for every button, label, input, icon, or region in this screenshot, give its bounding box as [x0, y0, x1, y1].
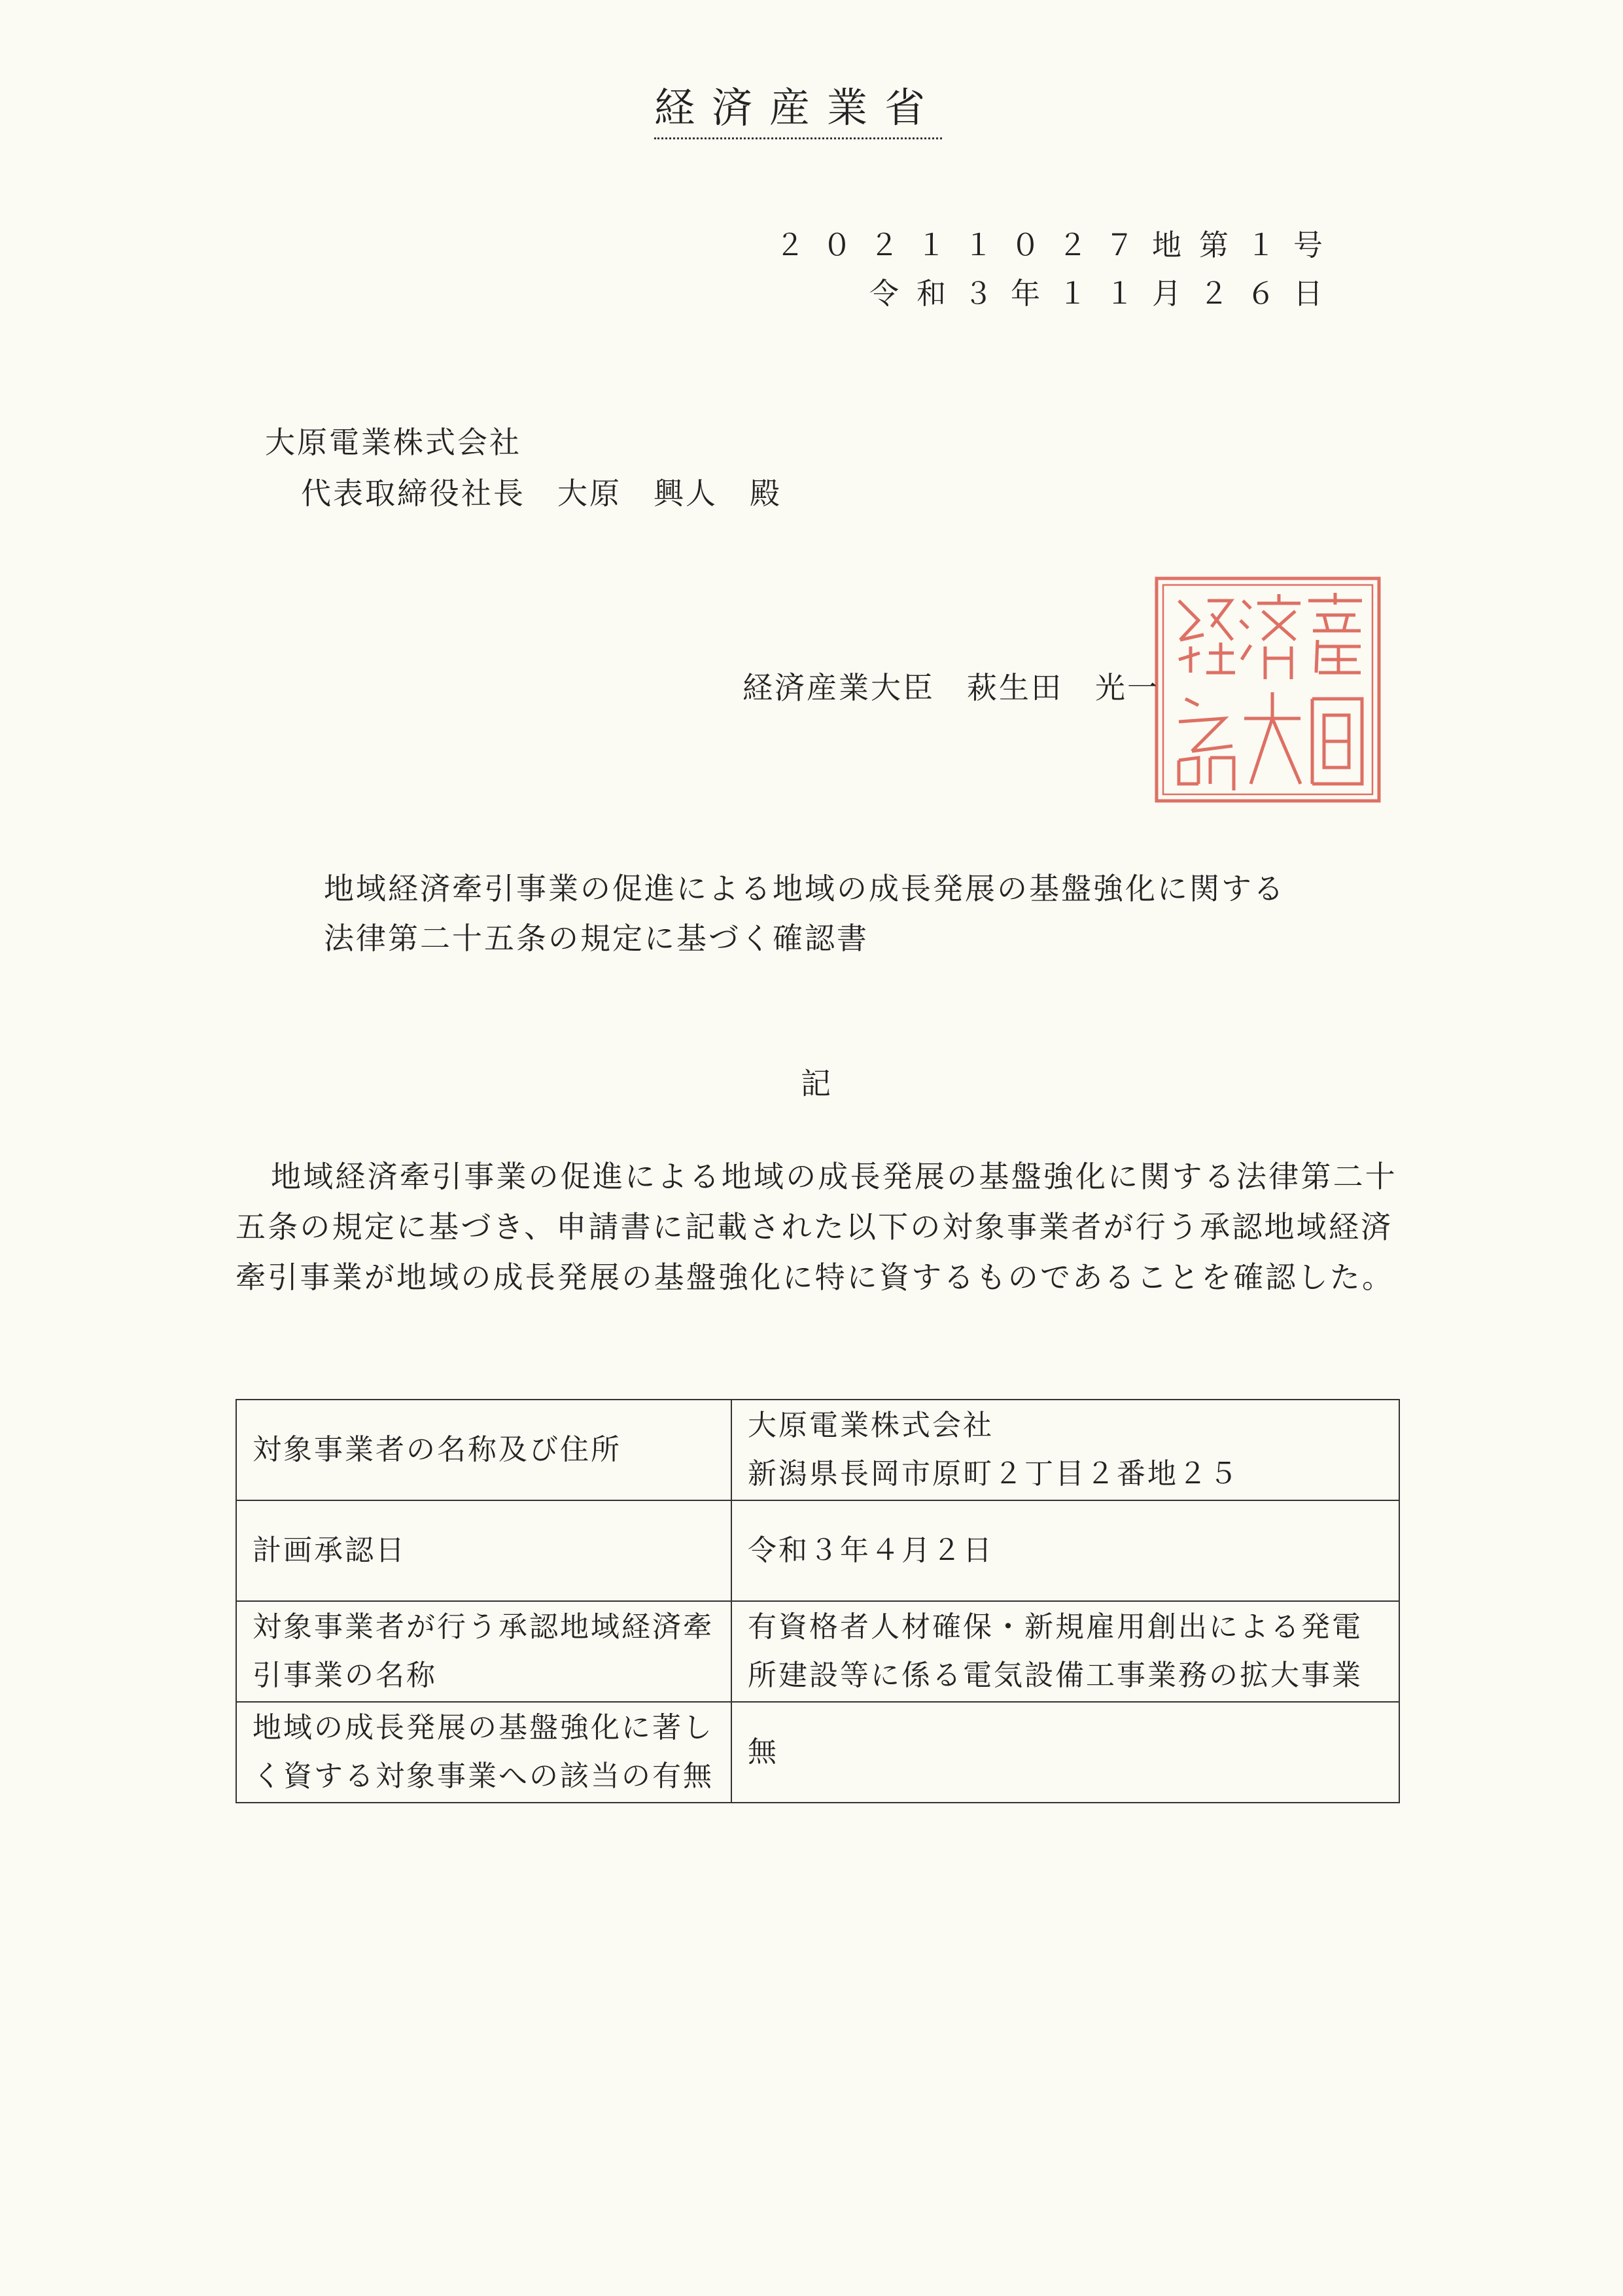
document-number: ２０２１１０２７地第１号: [775, 228, 1340, 262]
row-value: 令和３年４月２日: [731, 1500, 1399, 1601]
table-row: [236, 1702, 1399, 1803]
document-date: 令和３年１１月２６日: [869, 276, 1340, 311]
table-row: [236, 1500, 1399, 1601]
table-row: [236, 1400, 1399, 1500]
row-label: 対象事業者の名称及び住所: [236, 1400, 731, 1500]
ministry-name: 経済産業省: [654, 84, 942, 139]
row-value: 無: [731, 1702, 1399, 1803]
document-title-line2: 法律第二十五条の規定に基づく確認書: [324, 921, 869, 956]
row-label: 計画承認日: [236, 1500, 731, 1601]
recipient-representative: 代表取締役社長 大原 興人 殿: [301, 476, 782, 511]
info-table: [236, 1399, 1400, 1803]
minister-name: 経済産業大臣 萩生田 光一: [742, 670, 1159, 705]
document-title-line1: 地域経済牽引事業の促進による地域の成長発展の基盤強化に関する: [324, 871, 1285, 906]
table-row: [236, 1601, 1399, 1702]
section-mark: 記: [801, 1066, 831, 1101]
row-label: 地域の成長発展の基盤強化に著しく資する対象事業への該当の有無: [236, 1702, 731, 1803]
row-value: 大原電業株式会社 新潟県長岡市原町２丁目２番地２５: [731, 1400, 1399, 1500]
recipient-company: 大原電業株式会社: [265, 425, 521, 460]
row-value: 有資格者人材確保・新規雇用創出による発電所建設等に係る電気設備工事業務の拡大事業: [731, 1601, 1399, 1702]
body-paragraph: 地域経済牽引事業の促進による地域の成長発展の基盤強化に関する法律第二十五条の規定に基づき、申請書に記載された以下の対象事業者が行う承認地域経済牽引事業が地域の成長発展の基盤強化に特に資するものであることを確認した。: [236, 1159, 1397, 1295]
official-seal: [1153, 574, 1383, 805]
row-label: 対象事業者が行う承認地域経済牽引事業の名称: [236, 1601, 731, 1702]
